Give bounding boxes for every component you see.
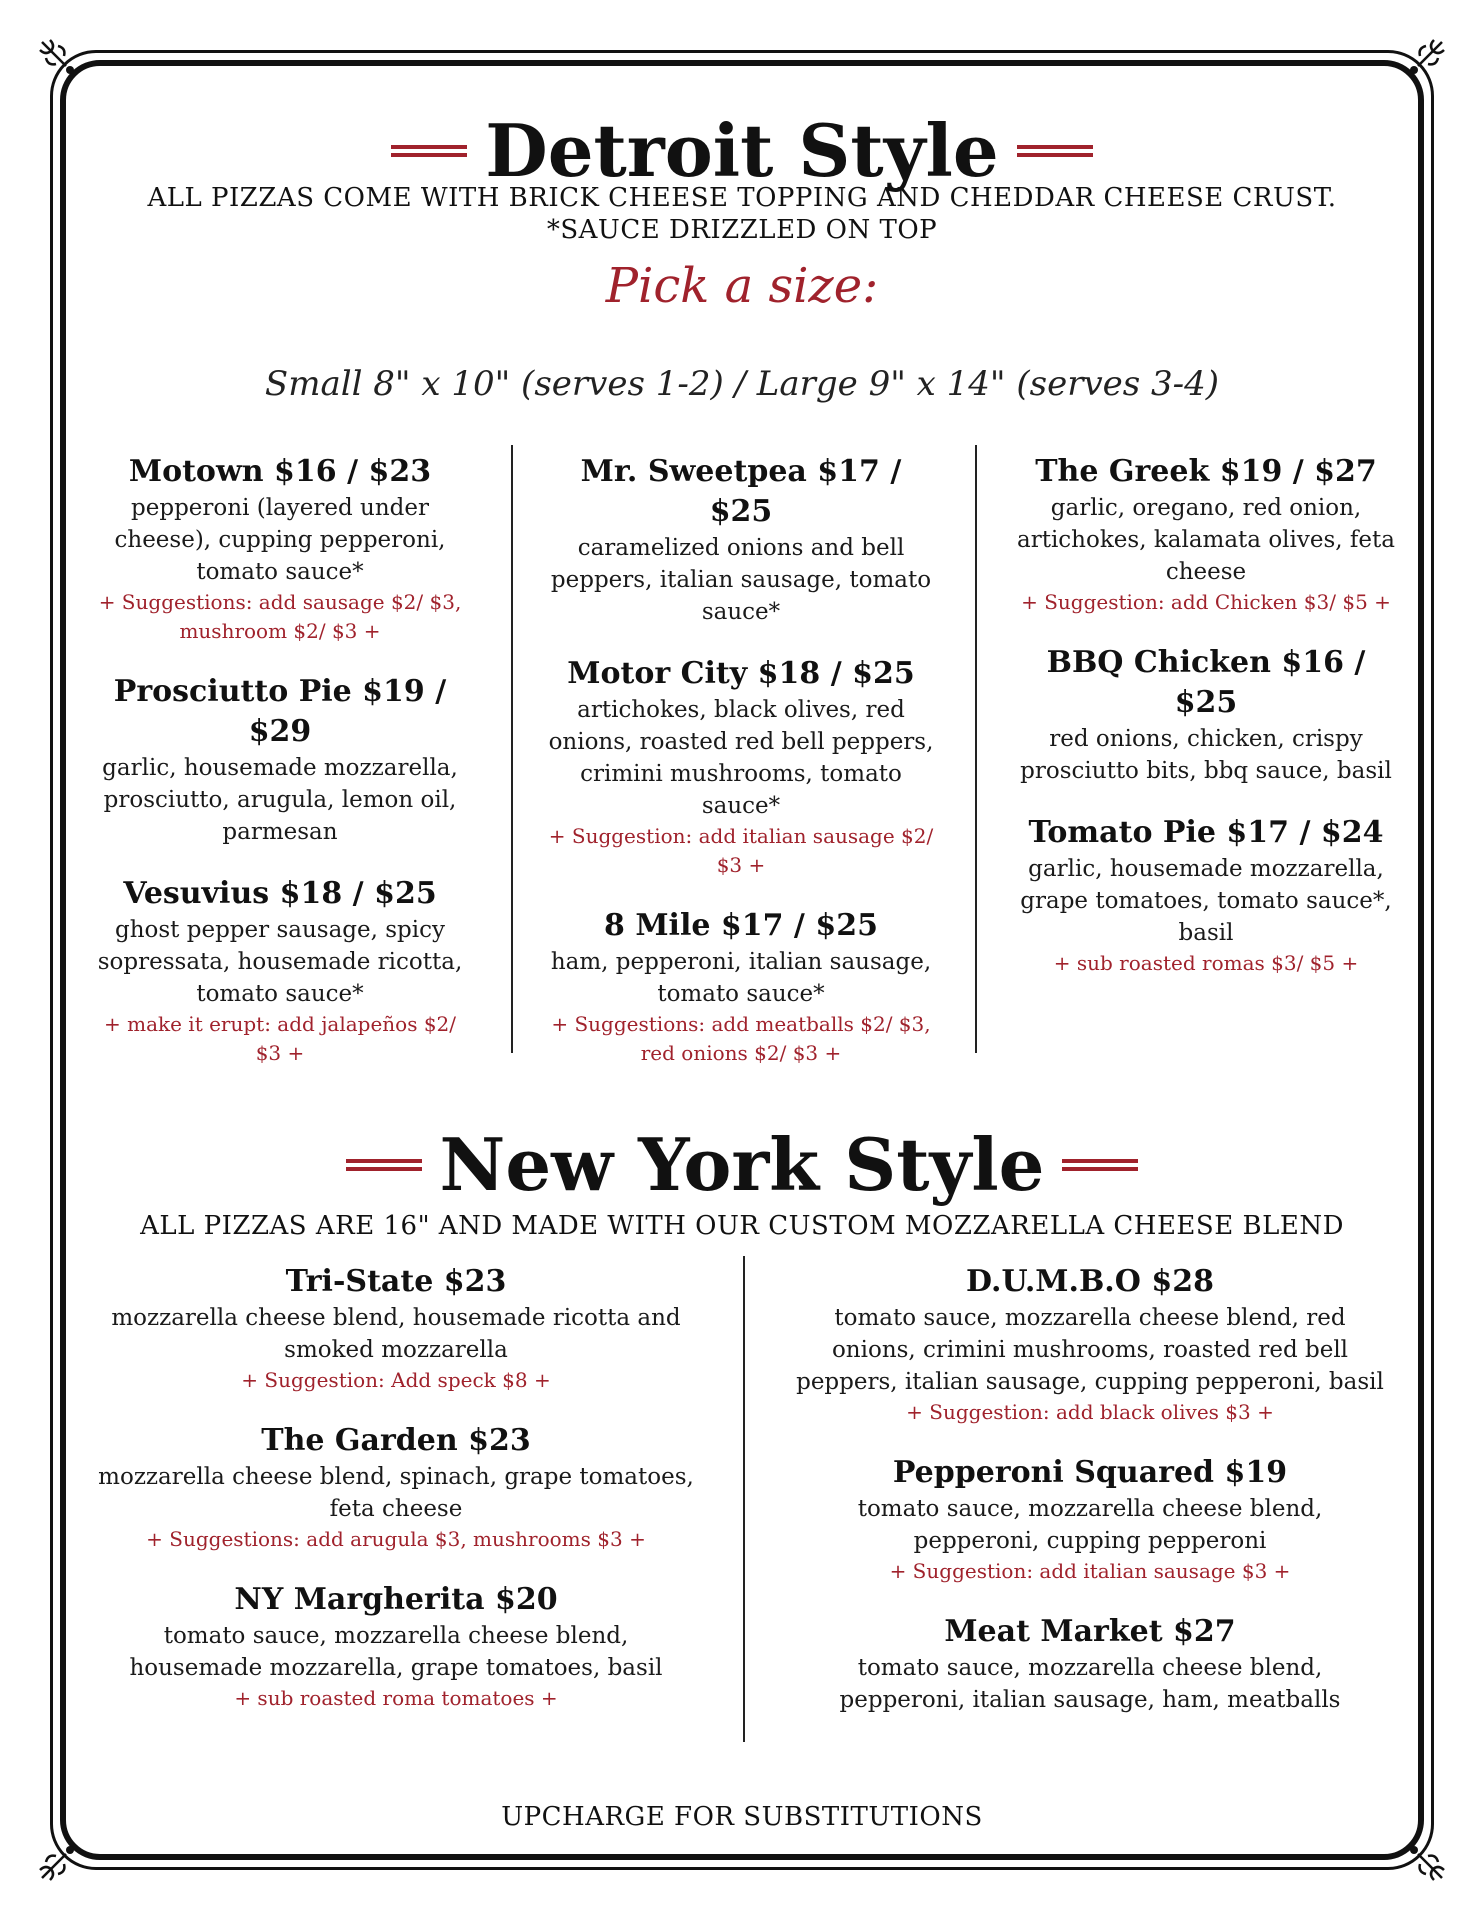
menu-item-suggestion: + Suggestion: add black olives $3 +: [906, 1400, 1274, 1424]
title-rule-right: [1017, 144, 1093, 158]
substitution-note: UPCHARGE FOR SUBSTITUTIONS: [501, 1802, 983, 1832]
menu-item-title: Pepperoni Squared $19: [892, 1455, 1288, 1490]
newyork-column-1: [96, 1262, 696, 1739]
menu-item: [1016, 813, 1396, 978]
menu-item-suggestion: + Suggestion: add Chicken $3/ $5 +: [1021, 590, 1391, 614]
menu-item-description: caramelized onions and bell peppers, italian sausage, tomato sauce*: [550, 535, 932, 625]
newyork-column-2: [792, 1262, 1388, 1742]
menu-item: [548, 906, 934, 1068]
floral-ornament-icon: [1400, 1836, 1448, 1884]
menu-item-suggestion: + Suggestion: add italian sausage $3 +: [889, 1559, 1291, 1583]
menu-item-description: red onions, chicken, crispy prosciutto bits, bbq sauce, basil: [1020, 726, 1392, 784]
title-rule-left: [346, 1158, 422, 1172]
menu-item-description: ham, pepperoni, italian sausage, tomato sauce*: [550, 949, 932, 1007]
menu-item-description: mozzarella cheese blend, spinach, grape tomatoes, feta cheese: [98, 1464, 694, 1522]
menu-item: [90, 452, 470, 646]
detroit-column-1: [90, 452, 470, 1094]
menu-item: [96, 1580, 696, 1713]
detroit-section-title: [0, 88, 1484, 196]
menu-item: [90, 874, 470, 1068]
menu-item: [96, 1421, 696, 1554]
menu-item-title: 8 Mile $17 / $25: [604, 908, 878, 943]
menu-item: [1016, 452, 1396, 617]
column-divider: [511, 445, 513, 1053]
menu-item-suggestion: + Suggestion: add italian sausage $2/ $3 +: [548, 824, 934, 877]
menu-item-title: NY Margherita $20: [234, 1582, 558, 1617]
menu-item-description: tomato sauce, mozzarella cheese blend, pepperoni, cupping pepperoni: [857, 1496, 1323, 1554]
menu-item-title: Prosciutto Pie $19 / $29: [113, 674, 447, 749]
menu-item: [1016, 643, 1396, 787]
menu-item-title: Vesuvius $18 / $25: [123, 876, 437, 911]
detroit-subhead-2: *SAUCE DRIZZLED ON TOP: [546, 215, 938, 245]
menu-item-suggestion: + sub roasted romas $3/ $5 +: [1053, 951, 1359, 975]
column-divider: [743, 1256, 745, 1742]
menu-item-title: Motown $16 / $23: [128, 454, 432, 489]
menu-item-description: ghost pepper sausage, spicy sopressata, housemade ricotta, tomato sauce*: [97, 917, 463, 1007]
title-rule-right: [1062, 1158, 1138, 1172]
menu-item: [792, 1453, 1388, 1586]
newyork-title-text: New York Style: [439, 1122, 1045, 1207]
menu-item-description: tomato sauce, mozzarella cheese blend, housemade mozzarella, grape tomatoes, basil: [129, 1623, 663, 1681]
newyork-section-title: [0, 1102, 1484, 1210]
menu-item-suggestion: + make it erupt: add jalapeños $2/ $3 +: [103, 1012, 457, 1065]
title-rule-left: [391, 144, 467, 158]
detroit-column-2: [548, 452, 934, 1094]
menu-item-title: D.U.M.B.O $28: [966, 1264, 1214, 1299]
size-options: Small 8" x 10" (serves 1-2) / Large 9" x 14" (serves 3-4): [264, 364, 1220, 404]
menu-item-description: tomato sauce, mozzarella cheese blend, red onions, crimini mushrooms, roasted red bell peppers, italian sausage, cupping pepperoni, basil: [796, 1305, 1384, 1395]
menu-item-title: The Greek $19 / $27: [1035, 454, 1377, 489]
menu-item-suggestion: + Suggestions: add meatballs $2/ $3, red onions $2/ $3 +: [551, 1012, 931, 1065]
menu-item-description: mozzarella cheese blend, housemade ricotta and smoked mozzarella: [111, 1305, 681, 1363]
menu-item-description: garlic, housemade mozzarella, prosciutto, arugula, lemon oil, parmesan: [102, 755, 458, 845]
detroit-column-3: [1016, 452, 1396, 1004]
menu-item-title: The Garden $23: [261, 1423, 531, 1458]
floral-ornament-icon: [1400, 36, 1448, 84]
detroit-subhead-1: ALL PIZZAS COME WITH BRICK CHEESE TOPPING AND CHEDDAR CHEESE CRUST.: [147, 183, 1337, 213]
menu-item-title: Tomato Pie $17 / $24: [1028, 815, 1384, 850]
menu-item-title: Meat Market $27: [944, 1614, 1236, 1649]
menu-item-description: garlic, housemade mozzarella, grape tomatoes, tomato sauce*, basil: [1020, 856, 1392, 946]
menu-item: [548, 654, 934, 880]
menu-item-title: BBQ Chicken $16 / $25: [1046, 645, 1366, 720]
menu-item-description: artichokes, black olives, red onions, roasted red bell peppers, crimini mushrooms, tomato sauce*: [548, 697, 934, 819]
menu-item-suggestion: + Suggestions: add sausage $2/ $3, mushroom $2/ $3 +: [98, 590, 462, 643]
menu-item-description: garlic, oregano, red onion, artichokes, kalamata olives, feta cheese: [1017, 495, 1395, 585]
menu-item-description: pepperoni (layered under cheese), cupping pepperoni, tomato sauce*: [114, 495, 446, 585]
floral-ornament-icon: [36, 1836, 84, 1884]
menu-item-suggestion: + Suggestions: add arugula $3, mushrooms $3 +: [146, 1527, 646, 1551]
menu-item-title: Motor City $18 / $25: [567, 656, 915, 691]
menu-item-suggestion: + Suggestion: Add speck $8 +: [241, 1368, 551, 1392]
menu-item: [792, 1612, 1388, 1716]
detroit-title-text: Detroit Style: [485, 108, 999, 193]
pick-size-heading: Pick a size:: [605, 258, 879, 314]
menu-item: [96, 1262, 696, 1395]
menu-item-title: Mr. Sweetpea $17 / $25: [580, 454, 902, 529]
menu-item-description: tomato sauce, mozzarella cheese blend, pepperoni, italian sausage, ham, meatballs: [839, 1655, 1341, 1713]
menu-item: [90, 672, 470, 848]
menu-item-title: Tri-State $23: [285, 1264, 507, 1299]
menu-item: [548, 452, 934, 628]
menu-item: [792, 1262, 1388, 1427]
floral-ornament-icon: [36, 36, 84, 84]
column-divider: [975, 445, 977, 1053]
newyork-subhead: ALL PIZZAS ARE 16" AND MADE WITH OUR CUSTOM MOZZARELLA CHEESE BLEND: [140, 1211, 1344, 1241]
menu-item-suggestion: + sub roasted roma tomatoes +: [234, 1686, 558, 1710]
